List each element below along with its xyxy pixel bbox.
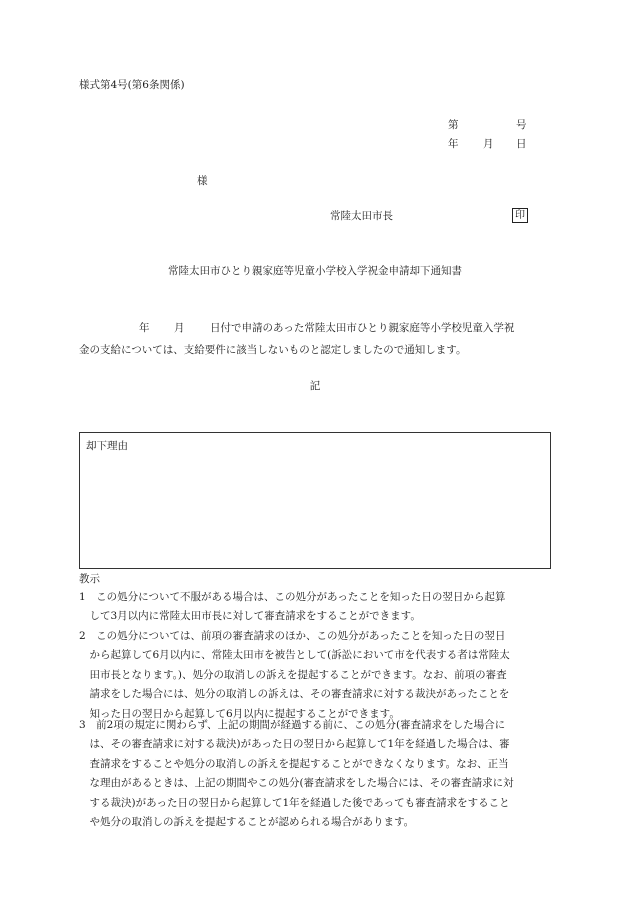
- instruction-line: 知った日の翌日から起算して6月以内に提起することができます。: [79, 707, 400, 720]
- instruction-line: する裁決)があった日の翌日から起算して1年を経過した後であっても審査請求をすること: [79, 796, 510, 809]
- ki-heading: 記: [309, 380, 321, 392]
- date-year-label: 年: [448, 138, 459, 150]
- seal-stamp: 印: [512, 208, 528, 223]
- instruction-item-3: [79, 716, 554, 832]
- rejection-reason-label: 却下理由: [86, 440, 128, 452]
- date-month-label: 月: [483, 138, 494, 150]
- instruction-line: な理由があるときは、上記の期間やこの処分(審査請求をした場合には、その審査請求に対: [79, 777, 514, 790]
- document-number-suffix: 号: [516, 119, 527, 131]
- form-number: 様式第4号(第6条関係): [79, 79, 185, 91]
- addressee-honorific: 様: [197, 175, 208, 187]
- instruction-line: 2 この処分については、前項の審査請求のほか、この処分があったことを知った日の翌日: [79, 630, 506, 642]
- date-day-label: 日: [516, 138, 527, 150]
- document-title: 常陸太田市ひとり親家庭等児童小学校入学祝金申請却下通知書: [168, 265, 462, 277]
- instruction-line: して3月以内に常陸太田市長に対して審査請求をすることができます。: [79, 610, 421, 623]
- body-date-year: 年: [139, 322, 150, 334]
- body-text-line-1: 日付で申請のあった常陸太田市ひとり親家庭等小学校児童入学祝: [210, 322, 515, 334]
- instruction-line: 田市長となります。)、処分の取消しの訴えを提起することができます。なお、前項の審査: [79, 668, 507, 681]
- instruction-line: から起算して6月以内に、常陸太田市を被告として(訴訟において市を代表する者は常陸太: [79, 649, 510, 662]
- instruction-item-1: [79, 588, 554, 627]
- instruction-item-2: [79, 627, 554, 724]
- instruction-line: 請求をした場合には、処分の取消しの訴えは、その審査請求に対する裁決があったことを: [79, 688, 510, 701]
- issuer-name: 常陸太田市長: [330, 210, 393, 222]
- instruction-line: 3 前2項の規定に関わらず、上記の期間が経過する前に、この処分(審査請求をした場合に: [79, 719, 506, 731]
- instruction-line: 1 この処分について不服がある場合は、この処分があったことを知った日の翌日から起算: [79, 591, 506, 603]
- instruction-line: や処分の取消しの訴えを提起することが認められる場合があります。: [79, 816, 415, 829]
- document-number-prefix: 第: [448, 119, 459, 131]
- instructions-heading: 教示: [79, 573, 100, 585]
- instruction-line: は、その審査請求に対する裁決)があった日の翌日から起算して1年を経過した場合は、審: [79, 738, 510, 751]
- rejection-reason-box: [79, 432, 551, 569]
- body-date-month: 月: [174, 322, 185, 334]
- instruction-line: 査請求をすることや処分の取消しの訴えを提起することができなくなります。なお、正当: [79, 757, 509, 770]
- body-text-line-2: 金の支給については、支給要件に該当しないものと認定しましたので通知します。: [79, 344, 467, 356]
